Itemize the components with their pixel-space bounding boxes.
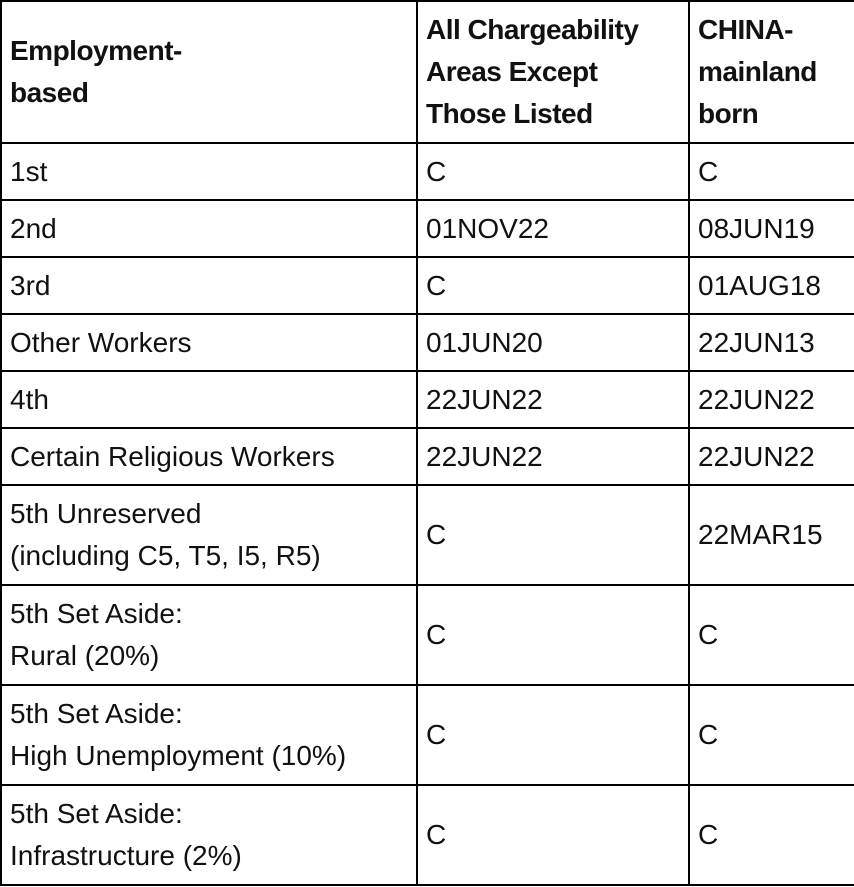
china-cell: 01AUG18 bbox=[689, 257, 854, 314]
all-areas-cell: C bbox=[417, 485, 689, 585]
header-china-mainland: CHINA- mainland born bbox=[689, 1, 854, 143]
category-cell: 4th bbox=[1, 371, 417, 428]
china-cell: 22JUN13 bbox=[689, 314, 854, 371]
category-cell: 5th Set Aside: Infrastructure (2%) bbox=[1, 785, 417, 885]
category-cell: 5th Set Aside: High Unemployment (10%) bbox=[1, 685, 417, 785]
china-cell: C bbox=[689, 585, 854, 685]
china-cell: 22JUN22 bbox=[689, 428, 854, 485]
china-cell: 08JUN19 bbox=[689, 200, 854, 257]
table-row bbox=[1, 143, 854, 200]
category-cell: 5th Unreserved (including C5, T5, I5, R5) bbox=[1, 485, 417, 585]
china-cell: C bbox=[689, 785, 854, 885]
china-cell: 22JUN22 bbox=[689, 371, 854, 428]
category-cell: Other Workers bbox=[1, 314, 417, 371]
table-row bbox=[1, 314, 854, 371]
all-areas-cell: C bbox=[417, 143, 689, 200]
all-areas-cell: C bbox=[417, 585, 689, 685]
all-areas-cell: 22JUN22 bbox=[417, 371, 689, 428]
category-cell: Certain Religious Workers bbox=[1, 428, 417, 485]
category-cell: 2nd bbox=[1, 200, 417, 257]
category-cell: 3rd bbox=[1, 257, 417, 314]
china-cell: C bbox=[689, 143, 854, 200]
table-row bbox=[1, 685, 854, 785]
all-areas-cell: 01NOV22 bbox=[417, 200, 689, 257]
table-row bbox=[1, 428, 854, 485]
table-row bbox=[1, 485, 854, 585]
table-row bbox=[1, 371, 854, 428]
header-employment-based: Employment- based bbox=[1, 1, 417, 143]
all-areas-cell: 01JUN20 bbox=[417, 314, 689, 371]
table-row bbox=[1, 200, 854, 257]
category-cell: 5th Set Aside: Rural (20%) bbox=[1, 585, 417, 685]
category-cell: 1st bbox=[1, 143, 417, 200]
table-row bbox=[1, 257, 854, 314]
header-all-chargeability: All Chargeability Areas Except Those Listed bbox=[417, 1, 689, 143]
all-areas-cell: C bbox=[417, 685, 689, 785]
table-row bbox=[1, 585, 854, 685]
china-cell: C bbox=[689, 685, 854, 785]
header-row bbox=[1, 1, 854, 143]
china-cell: 22MAR15 bbox=[689, 485, 854, 585]
all-areas-cell: C bbox=[417, 785, 689, 885]
table-row bbox=[1, 785, 854, 885]
all-areas-cell: C bbox=[417, 257, 689, 314]
all-areas-cell: 22JUN22 bbox=[417, 428, 689, 485]
